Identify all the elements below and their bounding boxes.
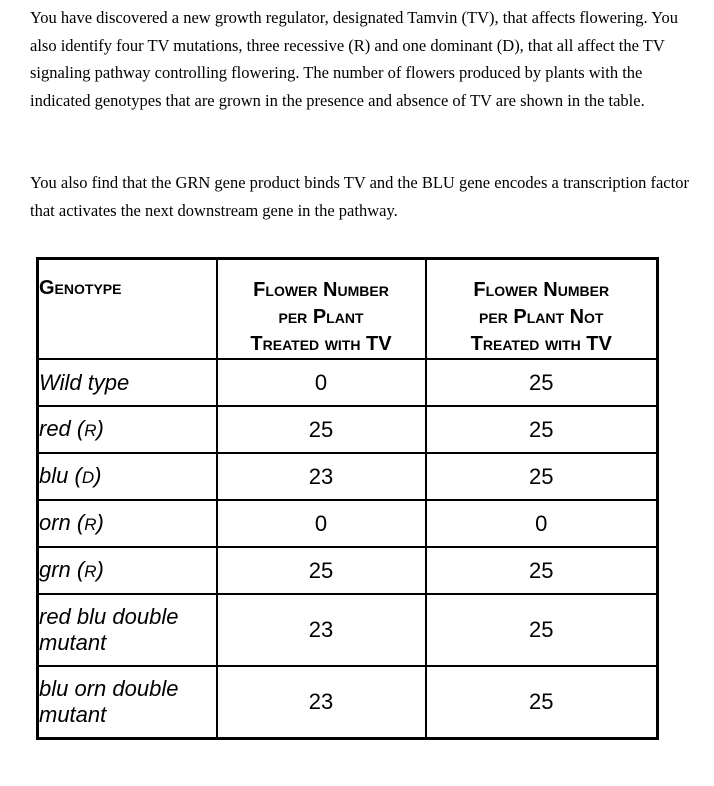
genotype-cell xyxy=(38,547,217,594)
allele-type: (D) xyxy=(74,462,102,488)
allele-type: (R) xyxy=(76,415,104,441)
not-treated-count-cell: 25 xyxy=(426,594,658,666)
not-treated-count-cell: 0 xyxy=(426,500,658,547)
not-treated-count-cell: 25 xyxy=(426,666,658,738)
header-treated-line-3: Treated with TV xyxy=(250,333,392,355)
genotype-cell xyxy=(38,500,217,547)
allele-type: (R) xyxy=(76,509,104,535)
header-genotype-label: Genotype xyxy=(39,277,122,299)
allele-letter: D xyxy=(81,467,95,487)
genotype-name: orn xyxy=(39,509,71,535)
genotype-name: grn xyxy=(39,556,71,582)
treated-count-cell: 23 xyxy=(217,594,426,666)
table-row xyxy=(38,406,658,453)
header-genotype xyxy=(38,259,217,360)
treated-count-cell: 23 xyxy=(217,453,426,500)
header-flowers-not-treated xyxy=(426,259,658,360)
header-treated-line-1: Flower Number xyxy=(253,279,389,301)
table-row xyxy=(38,547,658,594)
table-row xyxy=(38,359,658,406)
allele-letter: R xyxy=(84,420,97,440)
genotype-flower-table xyxy=(36,257,659,740)
genotype-cell xyxy=(38,359,217,406)
not-treated-count-cell: 25 xyxy=(426,406,658,453)
header-treated-line-2: per Plant xyxy=(278,306,364,328)
table-row xyxy=(38,453,658,500)
header-flowers-treated xyxy=(217,259,426,360)
header-not-treated-line-2: per Plant Not xyxy=(479,306,604,328)
header-not-treated-line-3: Treated with TV xyxy=(470,333,612,355)
intro-paragraph-1: You have discovered a new growth regulator, designated Tamvin (TV), that affects flowering. You also identify four TV mutations, three recessive (R) and one dominant (D), that all affect the TV signaling pathway controlling flowering. The number of flowers produced by plants with the indicated genotypes that are grown in the presence and absence of TV are shown in the table. xyxy=(30,8,678,110)
allele-letter: R xyxy=(84,561,97,581)
allele-letter: R xyxy=(84,514,97,534)
treated-count-cell: 0 xyxy=(217,359,426,406)
treated-count-cell: 0 xyxy=(217,500,426,547)
genotype-cell xyxy=(38,453,217,500)
table-row xyxy=(38,594,658,666)
not-treated-count-cell: 25 xyxy=(426,547,658,594)
header-not-treated-line-1: Flower Number xyxy=(473,279,610,301)
treated-count-cell: 25 xyxy=(217,406,426,453)
genotype-name: blu orn double mutant xyxy=(39,675,179,727)
table-header-row xyxy=(38,259,658,360)
genotype-name: red blu double mutant xyxy=(39,604,179,655)
treated-count-cell: 25 xyxy=(217,547,426,594)
not-treated-count-cell: 25 xyxy=(426,359,658,406)
genotype-cell xyxy=(38,594,217,666)
genotype-name: blu xyxy=(39,462,69,488)
table-row xyxy=(38,666,658,738)
genotype-cell xyxy=(38,666,217,738)
intro-paragraph-2: You also find that the GRN gene product binds TV and the BLU gene encodes a transcription factor that activates the next downstream gene in the pathway. xyxy=(30,173,689,220)
not-treated-count-cell: 25 xyxy=(426,453,658,500)
treated-count-cell: 23 xyxy=(217,666,426,738)
genotype-name: red xyxy=(39,415,71,441)
table-row xyxy=(38,500,658,547)
genotype-cell xyxy=(38,406,217,453)
genotype-name: Wild type xyxy=(39,369,130,395)
allele-type: (R) xyxy=(76,556,104,582)
